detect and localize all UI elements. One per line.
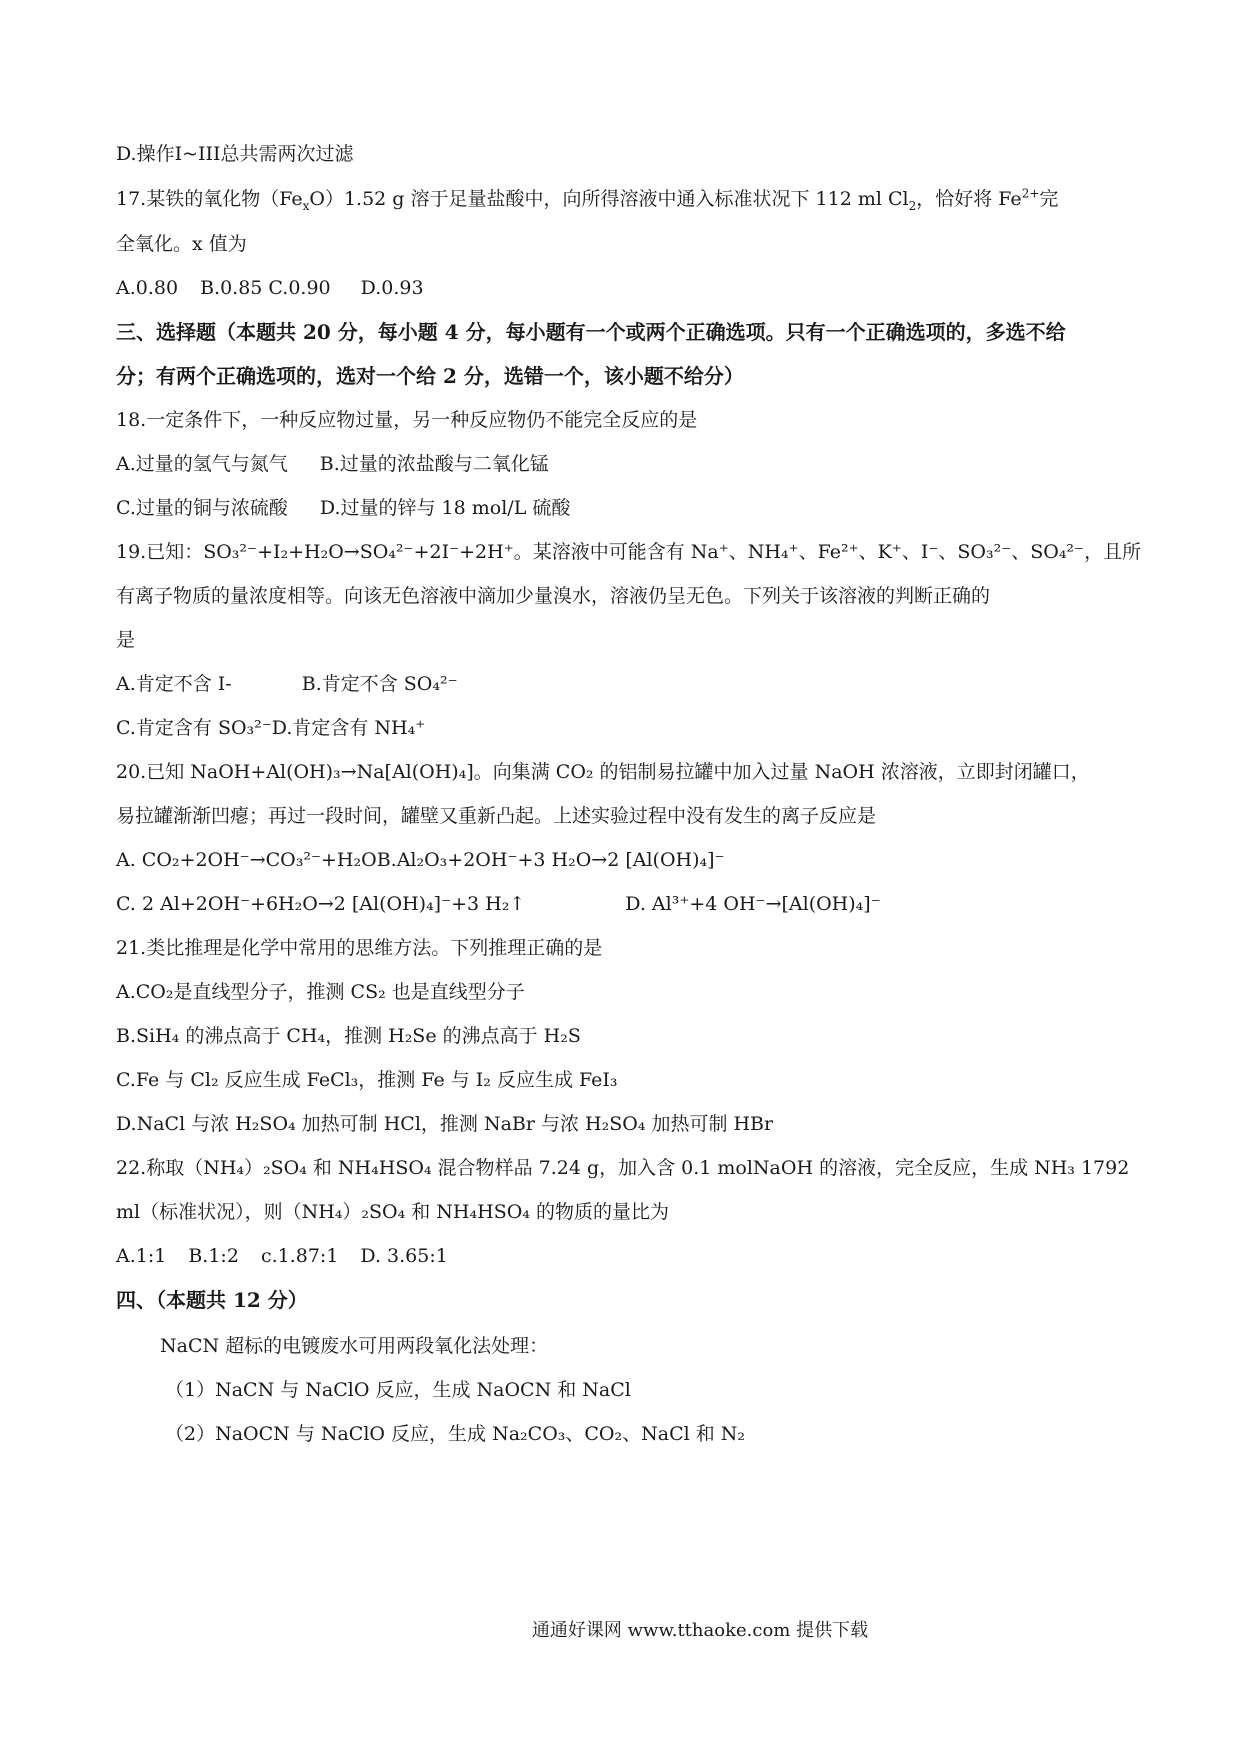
q18-options-ab (116, 450, 1130, 478)
section4-step2: （2）NaOCN 与 NaClO 反应，生成 Na₂CO₃、CO₂、NaCl 和 N₂ (165, 1423, 746, 1445)
q21-stem: 21.类比推理是化学中常用的思维方法。下列推理正确的是 (116, 937, 603, 959)
q19-stem-line1: 19.已知：SO₃²⁻+I₂+H₂O→SO₄²⁻+2I⁻+2H⁺。某溶液中可能含有 Na⁺、NH₄⁺、Fe²⁺、K⁺、I⁻、SO₃²⁻、SO₄²⁻，且所 (116, 541, 1142, 563)
q19-option-a: A.肯定不含 I- (116, 673, 232, 695)
q22-option-c: c.1.87:1 (260, 1245, 339, 1267)
q17-option-d: D.0.93 (360, 277, 424, 299)
q18-stem: 18.一定条件下，一种反应物过量，另一种反应物仍不能完全反应的是 (116, 409, 698, 431)
q19-stem-line2: 有离子物质的量浓度相等。向该无色溶液中滴加少量溴水，溶液仍呈无色。下列关于该溶液的判断正确的 (116, 585, 991, 607)
q21-option-b: B.SiH₄ 的沸点高于 CH₄，推测 H₂Se 的沸点高于 H₂S (116, 1025, 581, 1047)
q19-options-ab (116, 670, 1130, 698)
q20-options-ab: A. CO₂+2OH⁻→CO₃²⁻+H₂OB.Al₂O₃+2OH⁻+3 H₂O→2 [Al(OH)₄]⁻ (116, 849, 725, 871)
section4-step1: （1）NaCN 与 NaClO 反应，生成 NaOCN 和 NaCl (165, 1379, 631, 1401)
page-footer: 通通好课网 www.tthaoke.com 提供下载 (531, 1620, 869, 1641)
q20-stem-line2: 易拉罐渐渐凹瘪；再过一段时间，罐壁又重新凸起。上述实验过程中没有发生的离子反应是 (116, 805, 877, 827)
q17-stem-line2: 全氧化。x 值为 (116, 233, 247, 255)
q18-option-a: A.过量的氢气与氮气 (116, 453, 288, 475)
q17-option-a: A.0.80 (116, 277, 179, 299)
q17-options (116, 274, 1130, 302)
q22-options (116, 1242, 1130, 1270)
q20-option-c: C. 2 Al+2OH⁻+6H₂O→2 [Al(OH)₄]⁻+3 H₂↑ (116, 893, 526, 915)
q20-options-cd (116, 890, 1130, 918)
q18-option-b: B.过量的浓盐酸与二氧化锰 (319, 453, 549, 475)
q22-option-a: A.1:1 (116, 1245, 167, 1267)
q16-option-d: D.操作Ⅰ~III总共需两次过滤 (116, 143, 354, 165)
section3-title-line2: 分；有两个正确选项的，选对一个给 2 分，选错一个，该小题不给分） (116, 364, 744, 388)
q21-option-a: A.CO₂是直线型分子，推测 CS₂ 也是直线型分子 (116, 981, 525, 1003)
q18-options-cd (116, 494, 1130, 522)
q20-stem-line1: 20.已知 NaOH+Al(OH)₃→Na[Al(OH)₄]。向集满 CO₂ 的铝制易拉罐中加入过量 NaOH 浓溶液，立即封闭罐口， (116, 761, 1090, 783)
q22-stem-line2: ml（标准状况），则（NH₄）₂SO₄ 和 NH₄HSO₄ 的物质的量比为 (116, 1201, 669, 1223)
q22-stem-line1: 22.称取（NH₄）₂SO₄ 和 NH₄HSO₄ 混合物样品 7.24 g，加入含 0.1 molNaOH 的溶液，完全反应，生成 NH₃ 1792 (116, 1157, 1130, 1179)
section4-intro: NaCN 超标的电镀废水可用两段氧化法处理： (160, 1335, 549, 1357)
q17-stem-line1: 17.某铁的氧化物$(Fe_xO)1.52$ g 溶于足量盐酸中，向所得溶液中通入标准状况下 112 ml $Cl_2$，恰好将 $Fe^{2+}$完 (116, 186, 1059, 213)
q19-option-b: B.肯定不含 SO₄²⁻ (301, 673, 458, 695)
q21-option-d: D.NaCl 与浓 H₂SO₄ 加热可制 HCl，推测 NaBr 与浓 H₂SO₄ 加热可制 HBr (116, 1113, 774, 1135)
section4-title: 四、（本题共 12 分） (116, 1288, 308, 1312)
q19-options-cd: C.肯定含有 SO₃²⁻D.肯定含有 NH₄⁺ (116, 717, 426, 739)
q21-option-c: C.Fe 与 Cl₂ 反应生成 FeCl₃，推测 Fe 与 I₂ 反应生成 FeI₃ (116, 1069, 618, 1091)
q22-option-d: D. 3.65:1 (360, 1245, 448, 1267)
q20-option-d: D. Al³⁺+4 OH⁻→[Al(OH)₄]⁻ (625, 893, 881, 915)
q18-option-d: D.过量的锌与 18 mol/L 硫酸 (319, 497, 571, 519)
q17-option-bc: B.0.85 C.0.90 (200, 277, 331, 299)
section3-title-line1: 三、选择题（本题共 20 分，每小题 4 分，每小题有一个或两个正确选项。只有一个正确选项的，多选不给 (116, 320, 1066, 344)
q19-stem-line3: 是 (116, 629, 136, 651)
q22-option-b: B.1:2 (188, 1245, 239, 1267)
q18-option-c: C.过量的铜与浓硫酸 (116, 497, 288, 519)
